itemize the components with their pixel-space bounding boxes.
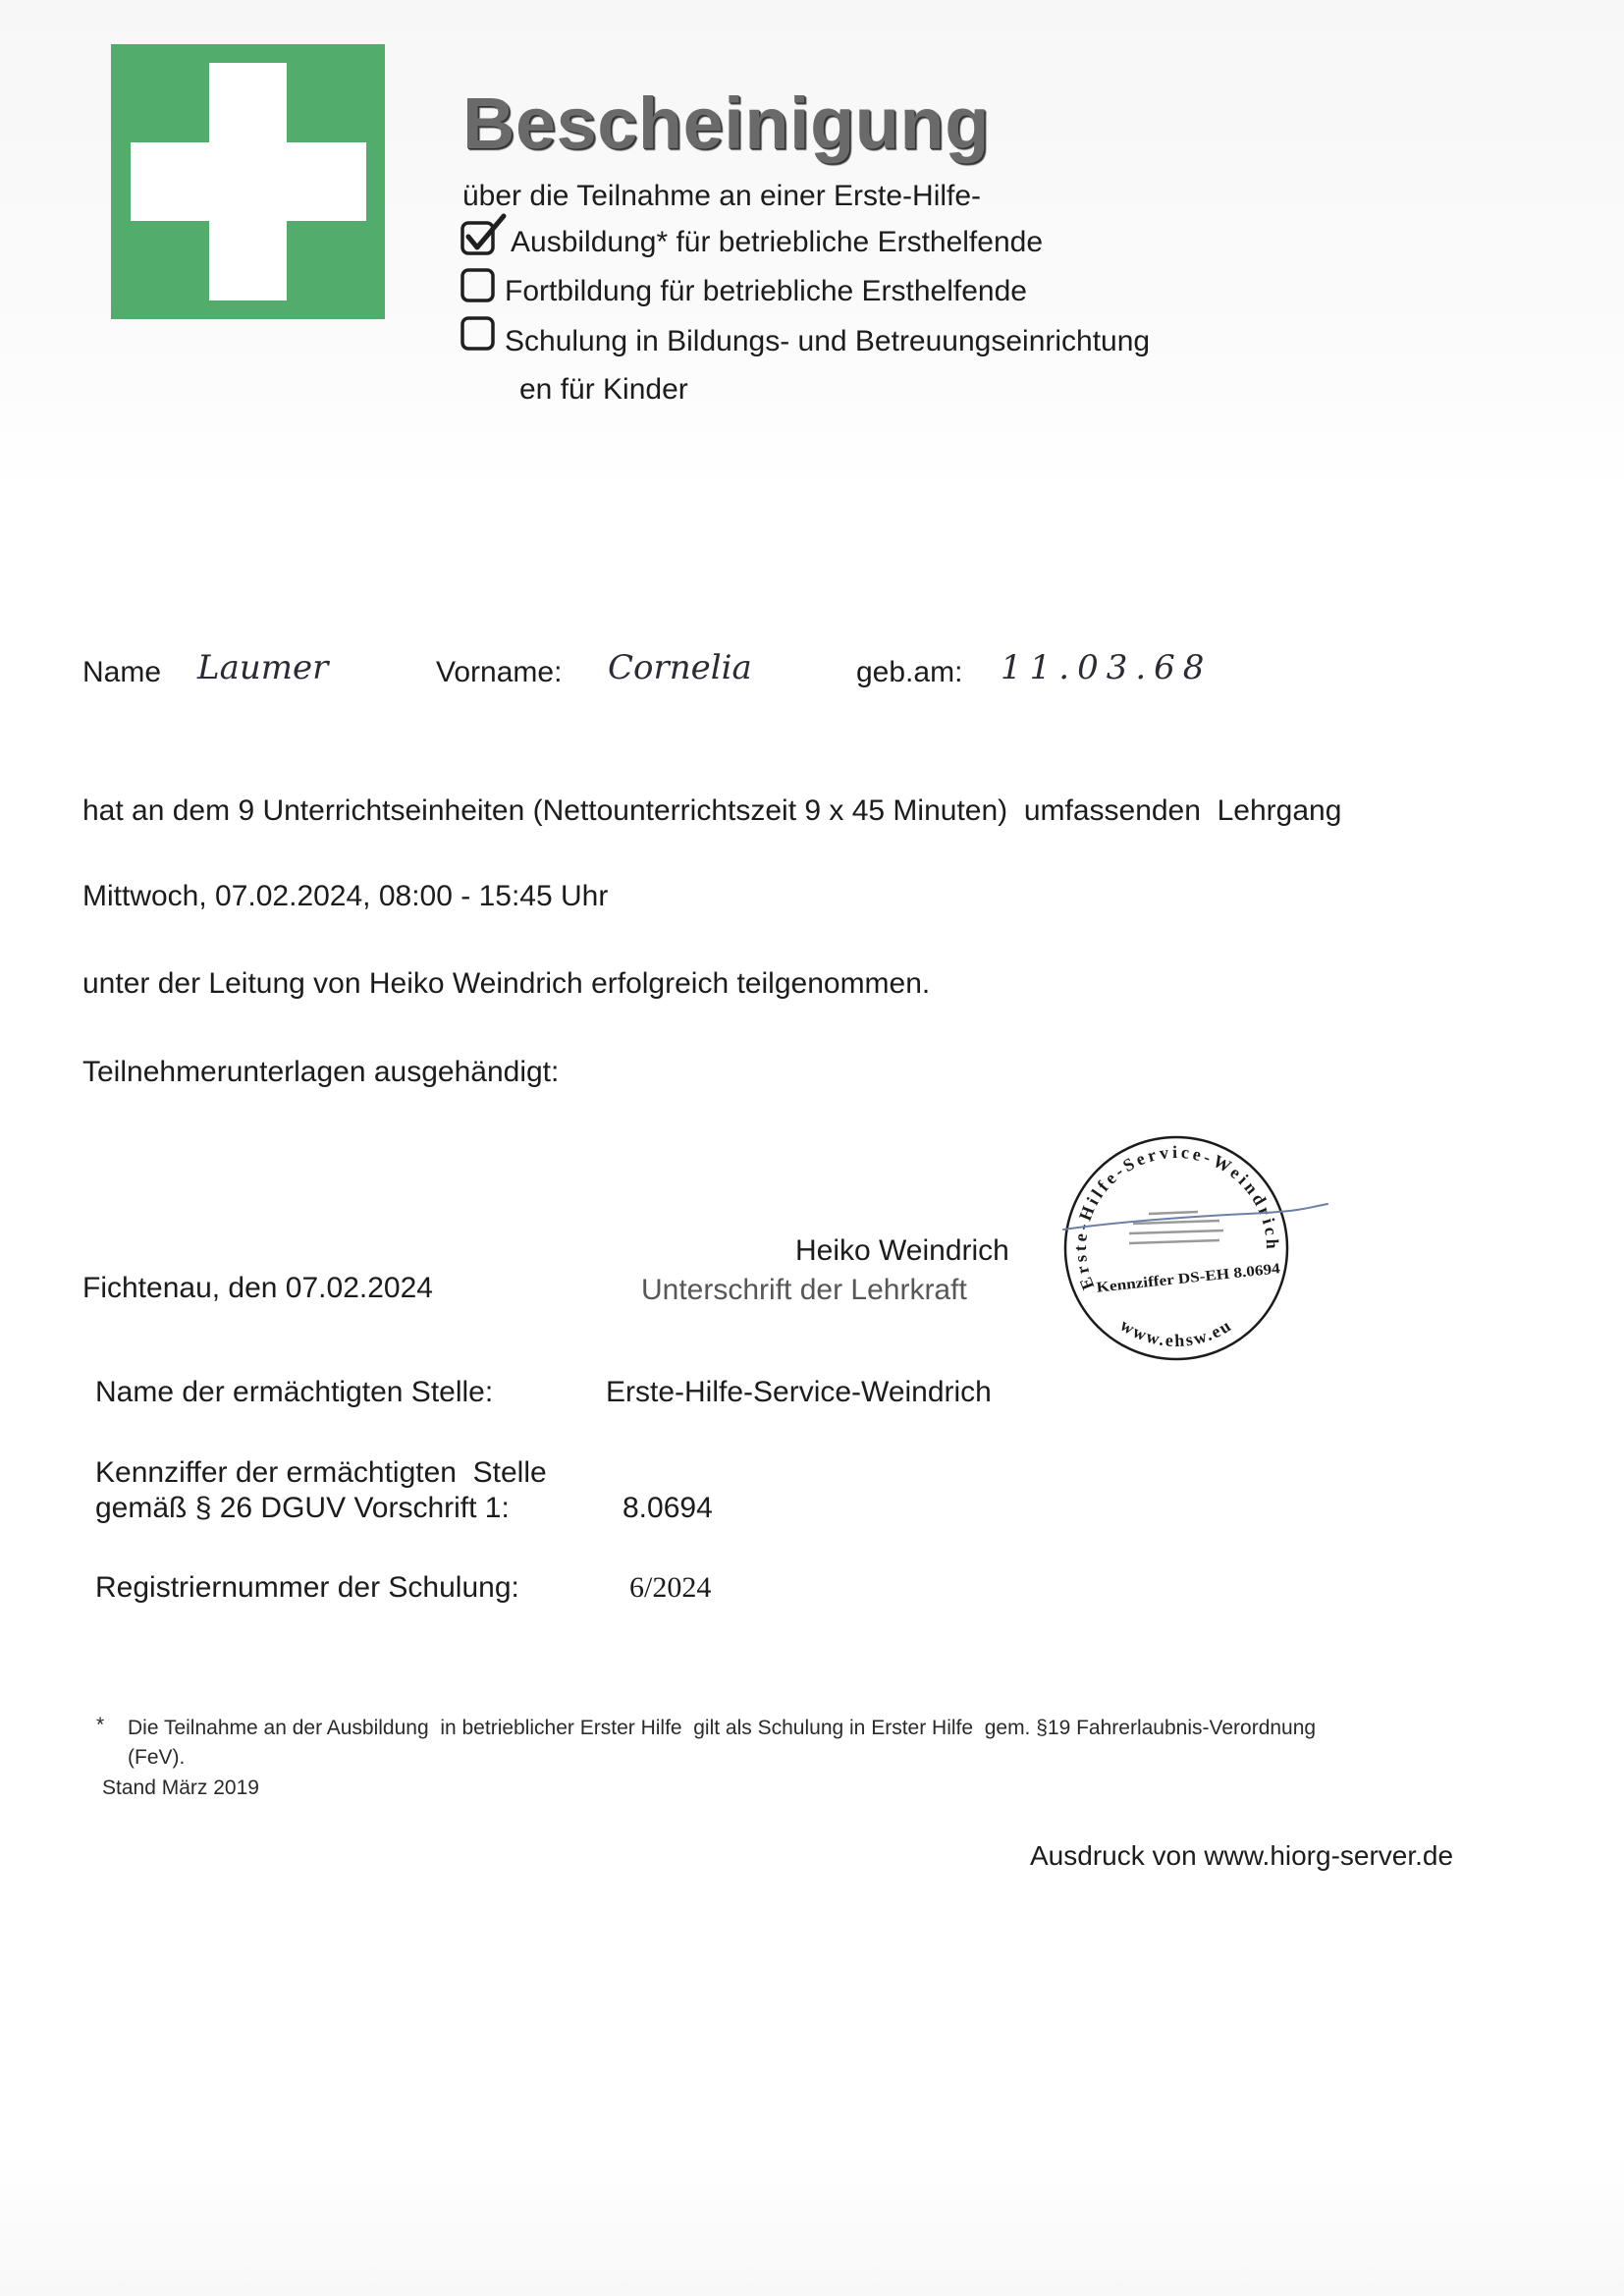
- footnote-marker: *: [96, 1714, 105, 1736]
- signature-caption: Unterschrift der Lehrkraft: [641, 1274, 967, 1306]
- materials-handed-out: Teilnehmerunterlagen ausgehändigt:: [82, 1056, 560, 1088]
- revision-date: Stand März 2019: [102, 1777, 259, 1799]
- option-ausbildung-label: Ausbildung* für betriebliche Ersthelfende: [511, 226, 1044, 258]
- course-leader-statement: unter der Leitung von Heiko Weindrich erfolgreich teilgenommen.: [82, 967, 931, 1000]
- footnote-text-continuation: (FeV).: [128, 1746, 186, 1769]
- stamp-border: [1065, 1137, 1287, 1359]
- scan-shading-bottom: [0, 2151, 1624, 2296]
- signature-stroke: [1063, 1204, 1327, 1230]
- cross-horizontal-bar: [131, 142, 366, 221]
- authority-id-label-line2: gemäß § 26 DGUV Vorschrift 1:: [95, 1492, 510, 1524]
- course-date: Mittwoch, 07.02.2024, 08:00 - 15:45 Uhr: [82, 880, 609, 912]
- checkbox-checked-icon: [460, 212, 510, 257]
- birthdate-label: geb.am:: [856, 656, 963, 688]
- stamp-web-text-container: [1116, 1315, 1235, 1350]
- firstname-handwritten-value: Cornelia: [608, 648, 752, 687]
- checkbox-empty-icon: [460, 307, 510, 353]
- print-source-note: Ausdruck von www.hiorg-server.de: [1030, 1840, 1454, 1871]
- stamp-web-text: www.ehsw.eu: [1116, 1314, 1236, 1351]
- authority-name-value: Erste-Hilfe-Service-Weindrich: [606, 1376, 992, 1408]
- document-subtitle: über die Teilnahme an einer Erste-Hilfe-: [462, 180, 982, 212]
- authority-id-value: 8.0694: [623, 1492, 713, 1524]
- instructor-name: Heiko Weindrich: [795, 1234, 1009, 1267]
- registration-number-value: 6/2024: [629, 1571, 712, 1604]
- firstname-label: Vorname:: [436, 656, 563, 688]
- checkbox-empty-icon: [460, 259, 510, 304]
- stamp-ring-text: Erste-Hilfe-Service-Weindrich: [1069, 1142, 1283, 1293]
- authority-name-label: Name der ermächtigten Stelle:: [95, 1376, 494, 1408]
- option-schulung-continuation: en für Kinder: [519, 373, 688, 406]
- authority-id-label-line1: Kennziffer der ermächtigten Stelle: [95, 1456, 547, 1489]
- name-handwritten-value: Laumer: [197, 648, 329, 687]
- footnote-text: Die Teilnahme an der Ausbildung in betrieblicher Erster Hilfe gilt als Schulung in Erster Hilfe gem. §19 Fahrerlaubnis-Verordnung: [128, 1717, 1317, 1739]
- option-fortbildung-label: Fortbildung für betriebliche Ersthelfende: [505, 275, 1027, 307]
- option-schulung-label: Schulung in Bildungs- und Betreuungseinrichtung: [505, 325, 1151, 357]
- place-and-date: Fichtenau, den 07.02.2024: [82, 1272, 433, 1304]
- course-description: hat an dem 9 Unterrichtseinheiten (Nettounterrichtszeit 9 x 45 Minuten) umfassenden Lehrgang: [82, 794, 1342, 827]
- registration-number-label: Registriernummer der Schulung:: [95, 1571, 519, 1604]
- first-aid-cross-icon: [111, 44, 385, 319]
- name-label: Name: [82, 656, 162, 688]
- document-title: Bescheinigung: [462, 82, 990, 164]
- birthdate-handwritten-value: 11.03.68: [1001, 648, 1213, 687]
- stamp-id-text: Kennziffer DS-EH 8.0694: [1095, 1263, 1258, 1296]
- official-stamp: [1051, 1120, 1345, 1377]
